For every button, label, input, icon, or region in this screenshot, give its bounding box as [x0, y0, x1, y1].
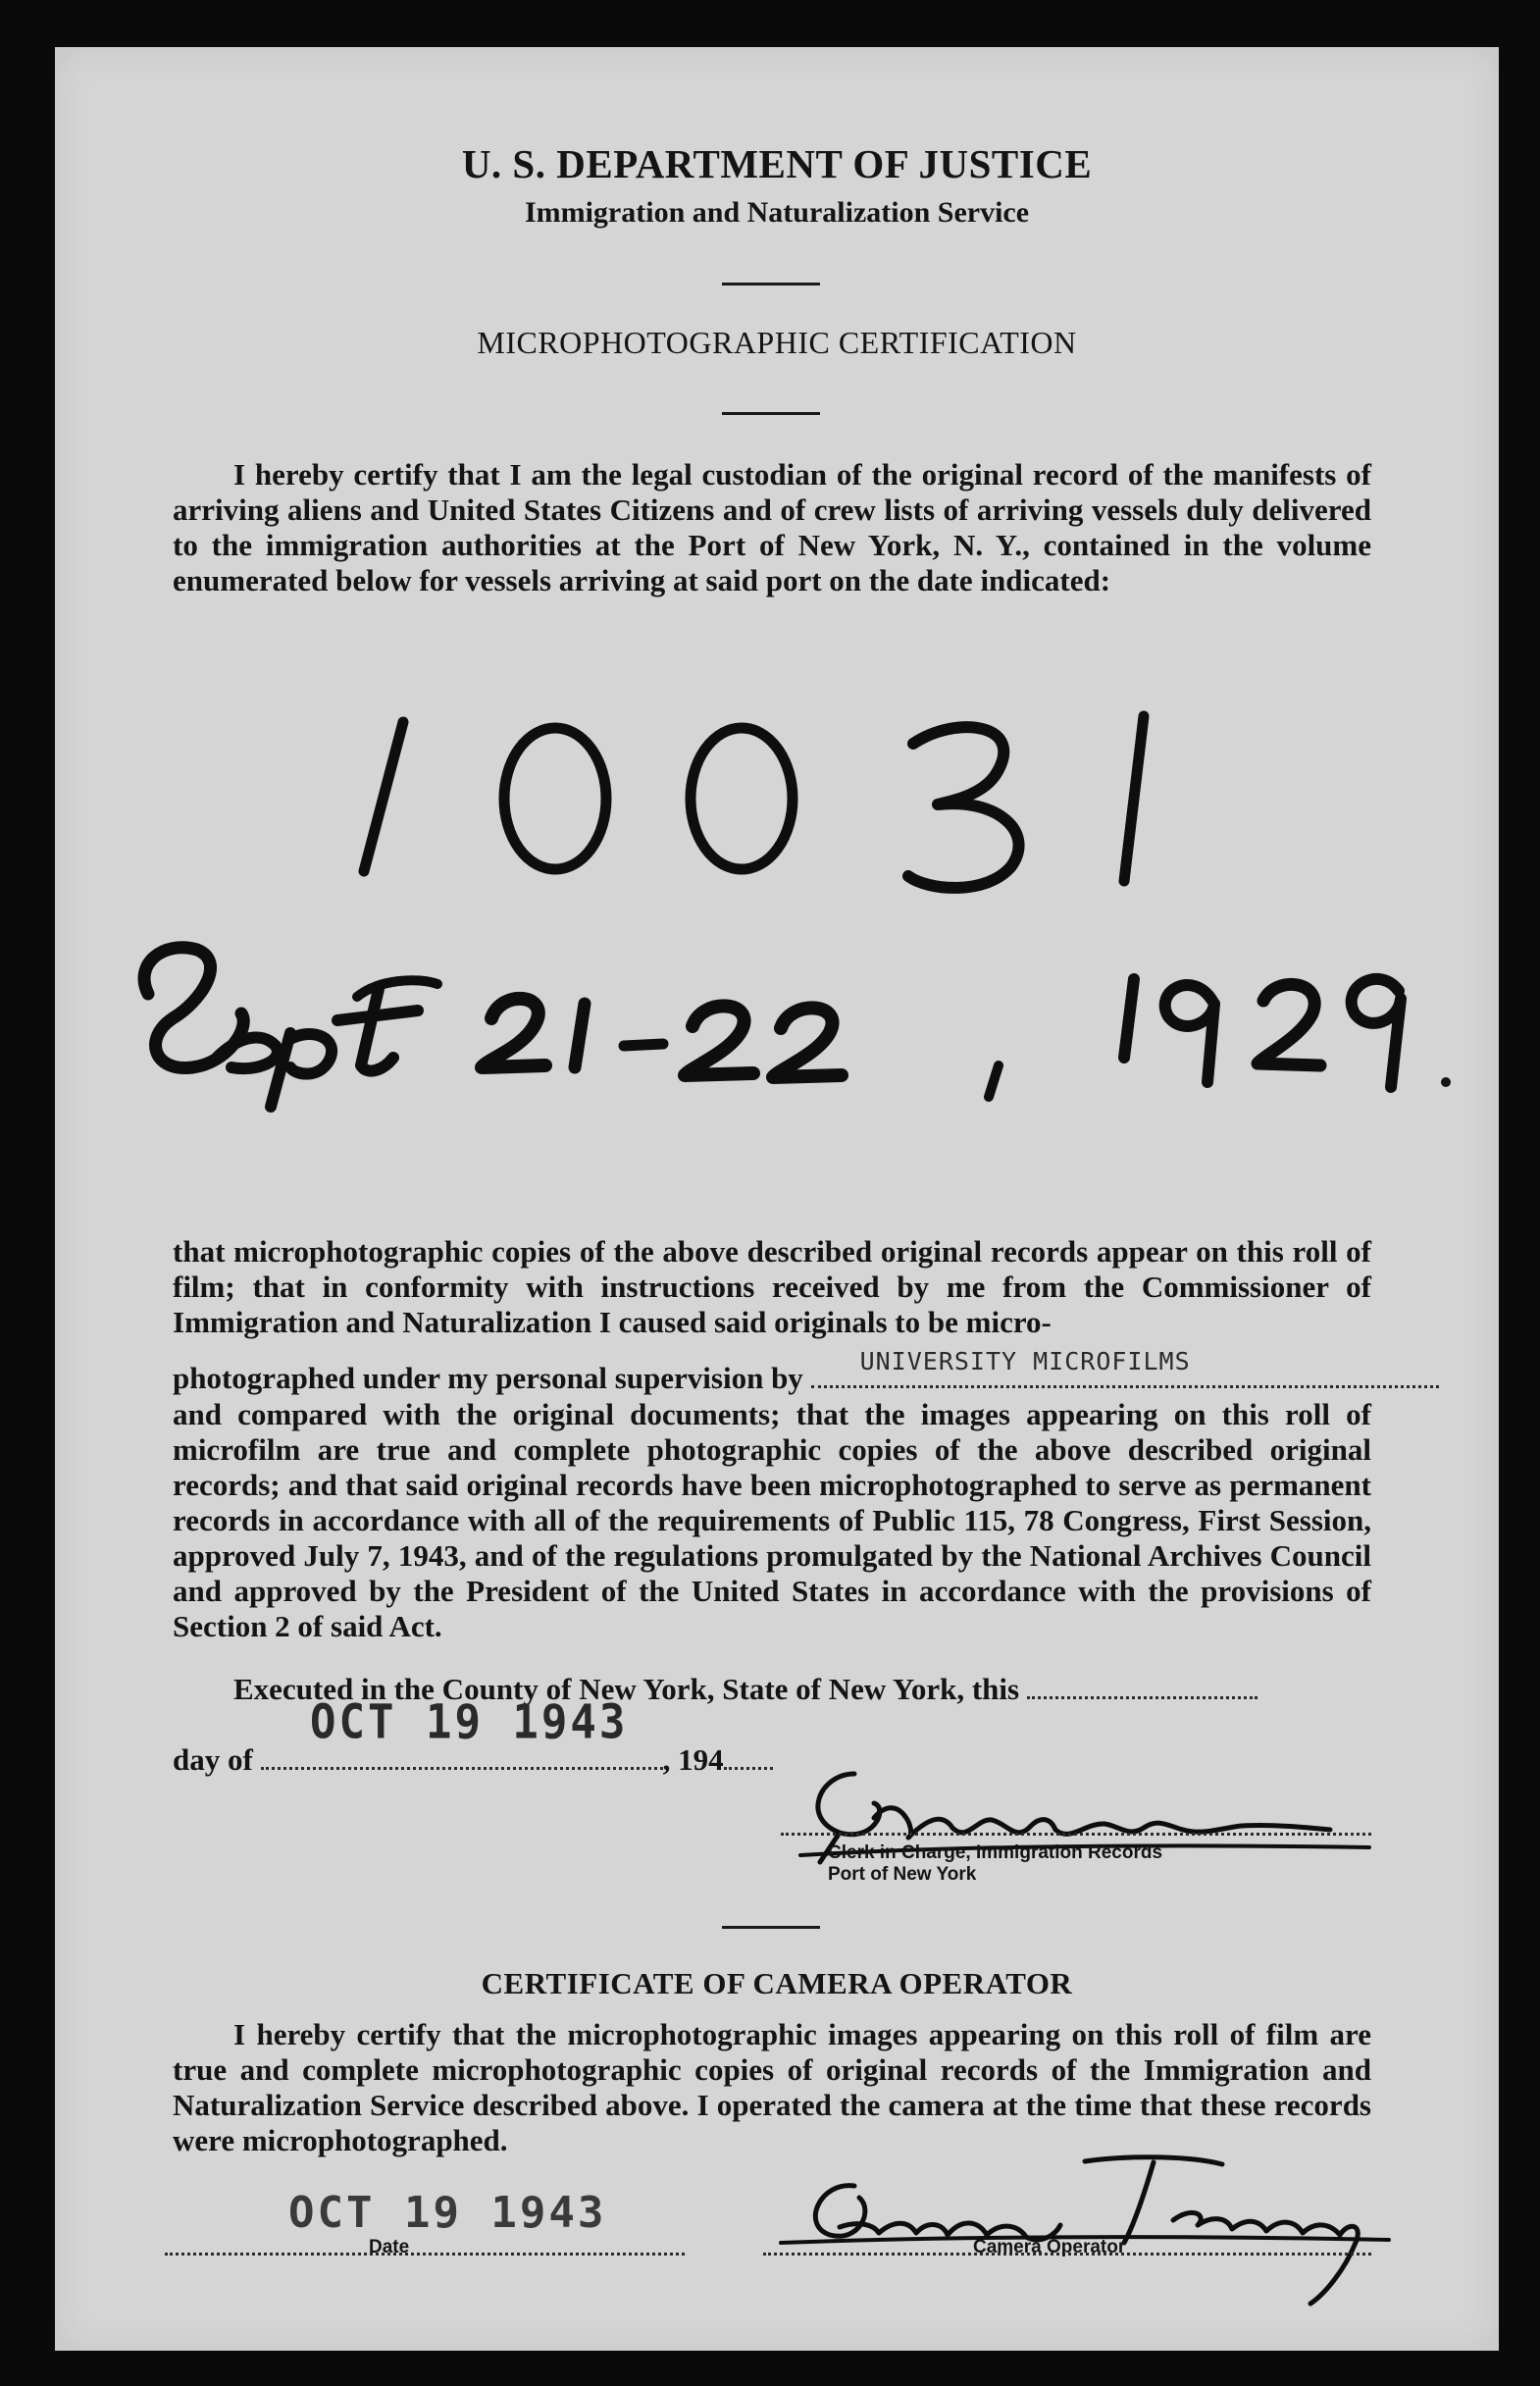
clerk-title-line2: Port of New York	[828, 1864, 977, 1885]
date-stamp-camera: OCT 19 1943	[288, 2188, 607, 2238]
divider-top	[722, 283, 820, 285]
certification-title: MICROPHOTOGRAPHIC CERTIFICATION	[477, 325, 1077, 360]
body-paragraph-part1: that microphotographic copies of the above described original records appear on this roll of film; that in conformity with instructions received by me from the Commissioner of Immigration and Naturalization I caused said originals to be micro-	[173, 1234, 1371, 1339]
year-field	[724, 1743, 773, 1770]
clerk-signature-line	[781, 1813, 1371, 1836]
executed-day-field	[1027, 1673, 1258, 1699]
executed-text: Executed in the County of New York, State of New York, this	[233, 1672, 1020, 1706]
handwritten-period	[1441, 1077, 1451, 1087]
date-label: Date	[369, 2237, 410, 2257]
clerk-title-line1: Clerk in Charge, Immigration Records	[828, 1842, 1163, 1863]
supervision-prefix: photographed under my personal supervision by	[173, 1361, 803, 1395]
service-subheading: Immigration and Naturalization Service	[524, 196, 1030, 229]
clerk-title	[828, 1842, 1162, 1886]
department-heading: U. S. DEPARTMENT OF JUSTICE	[461, 141, 1093, 186]
year-prefix: , 194	[662, 1742, 724, 1777]
camera-operator-paragraph: I hereby certify that the microphotographic images appearing on this roll of film are true and complete microphotographic copies of original records of the Immigration and Naturalization Service described above. I operated the camera at the time that these records were microphotographed.	[173, 2017, 1371, 2157]
certificate-sheet	[55, 47, 1499, 2351]
supervisor-field	[811, 1347, 1439, 1388]
camera-operator-label: Camera Operator	[973, 2237, 1126, 2257]
handwritten-volume-number	[364, 716, 1144, 888]
date-stamp-executed: OCT 19 1943	[310, 1694, 629, 1750]
camera-operator-signature	[761, 2127, 1409, 2323]
handwritten-volume-entry	[55, 636, 1499, 1224]
handwritten-volume-date	[144, 948, 1451, 1107]
supervision-line	[173, 1347, 1371, 1396]
body-paragraph-part2: and compared with the original documents; that the images appearing on this roll of microfilm are true and complete photographic copies of the above described original records; and that said original records have been microphotographed to serve as permanent records in accordance with all of the requirements of Public 115, 78 Congress, First Session, approved July 7, 1943, and of the regulations promulgated by the National Archives Council and approved by the President of the United States in accordance with the provisions of Section 2 of said Act.	[173, 1397, 1371, 1643]
intro-paragraph: I hereby certify that I am the legal custodian of the original record of the manifests of arriving aliens and United States Citizens and of crew lists of arriving vessels duly delivered to the immigration authorities at the Port of New York, N. Y., contained in the volume enumerated below for vessels arriving at said port on the date indicated:	[173, 457, 1371, 597]
supervisor-stamp: UNIVERSITY MICROFILMS	[859, 1347, 1191, 1375]
divider-bottom	[722, 1926, 820, 1929]
camera-operator-title: CERTIFICATE OF CAMERA OPERATOR	[481, 1966, 1073, 2000]
day-of-label: day of	[173, 1742, 253, 1777]
divider-second	[722, 412, 820, 415]
